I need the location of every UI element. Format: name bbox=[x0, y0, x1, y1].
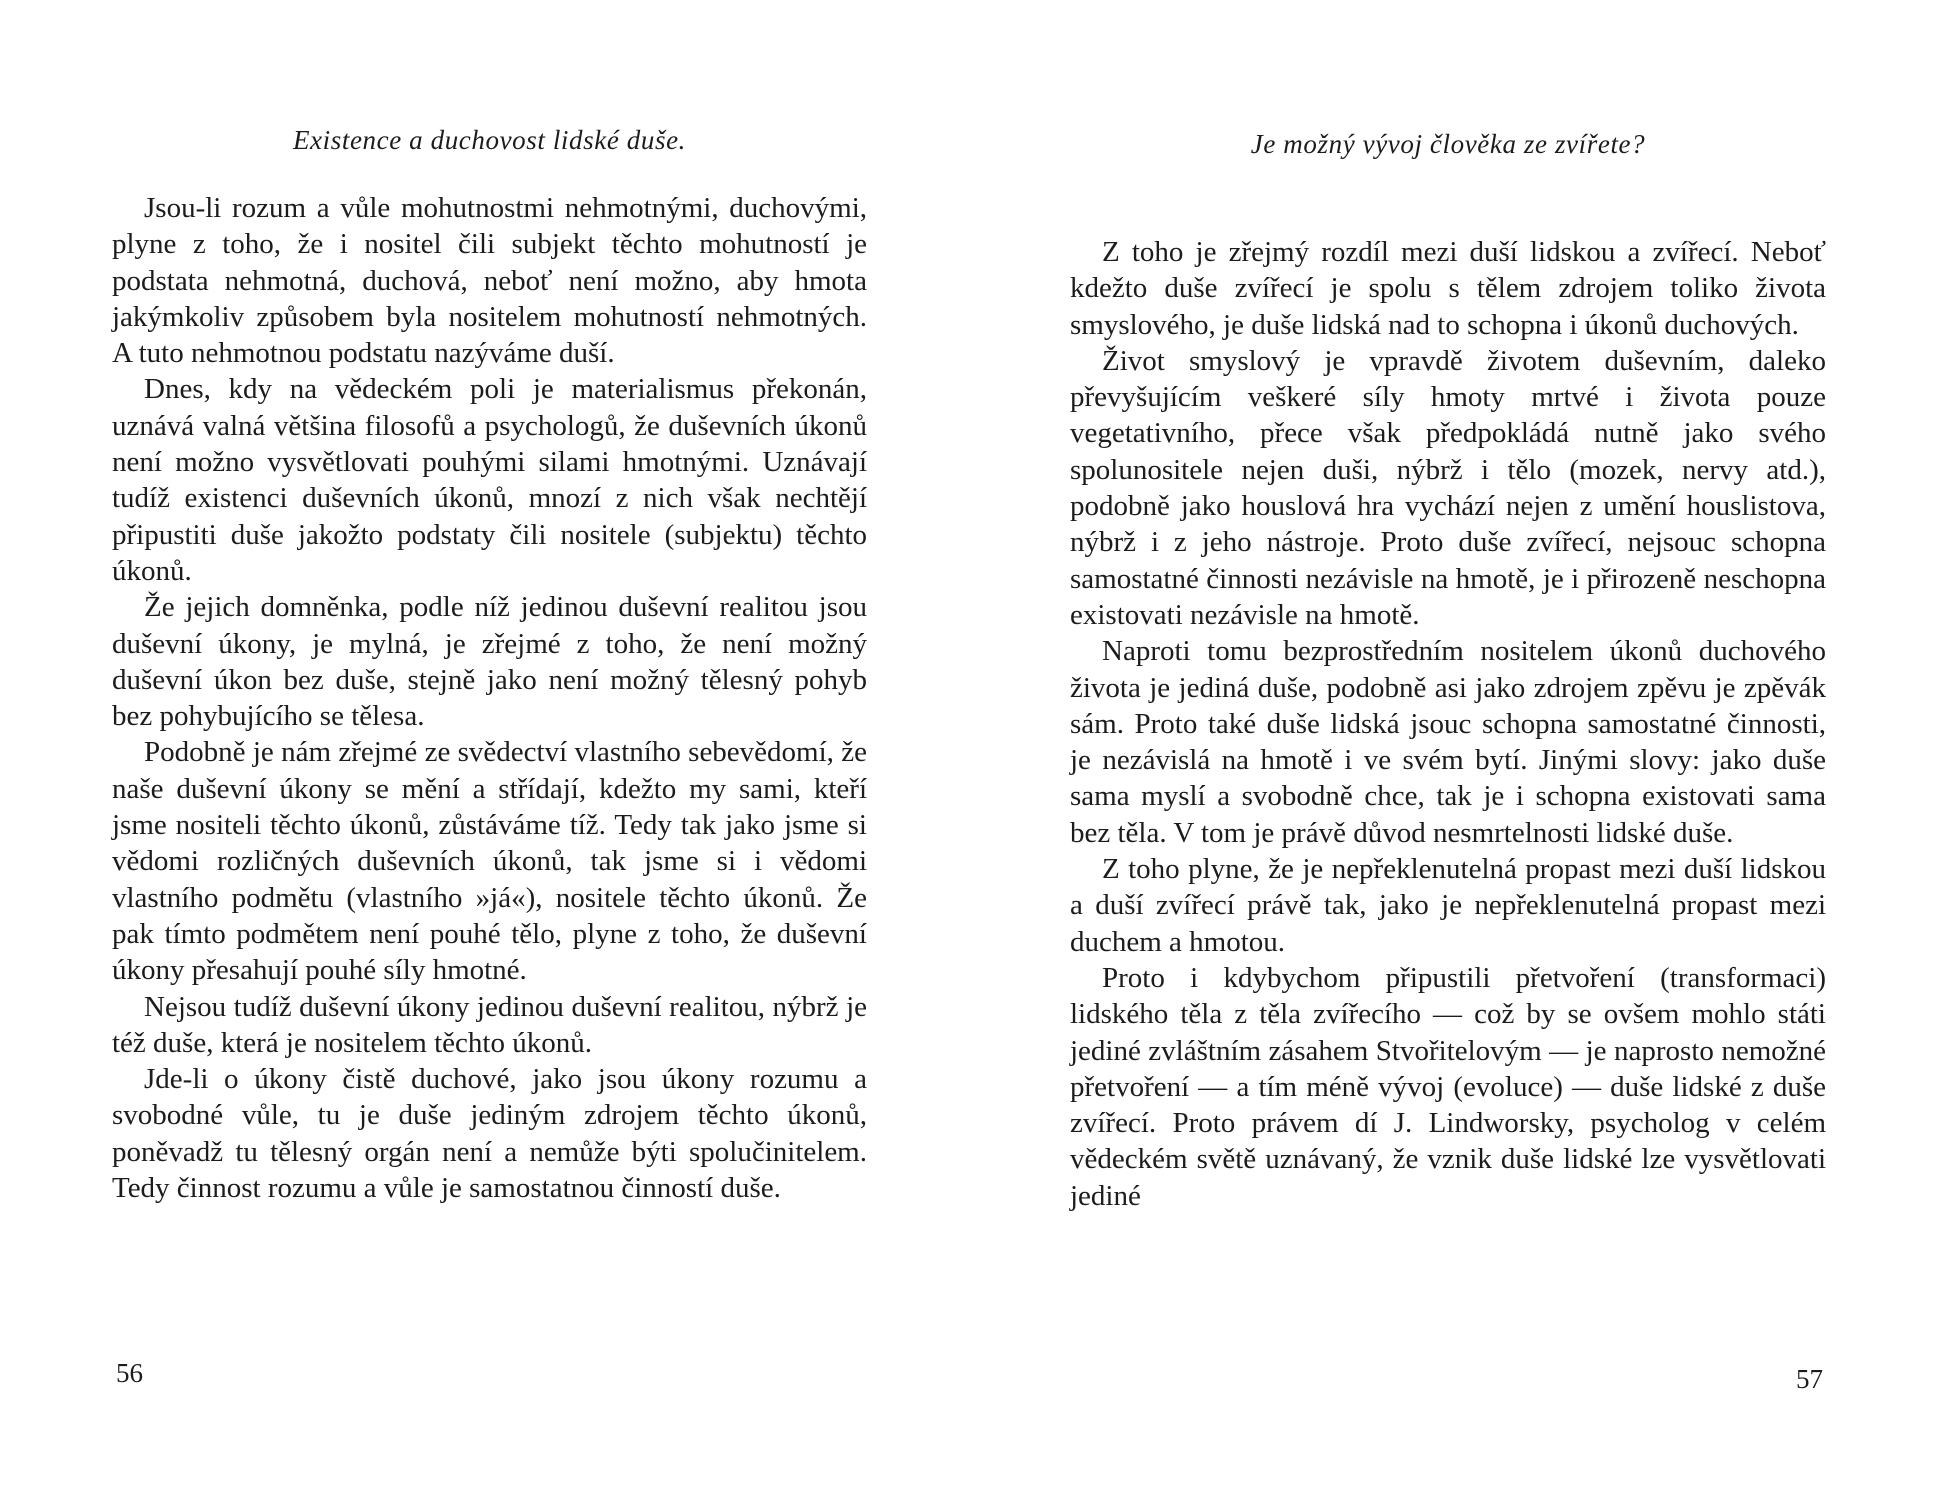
paragraph: Naproti tomu bezprostředním nositelem úkonů duchového života je jediná duše, podobně asi jako zdrojem zpěvu je zpěvák sám. Proto také duše lidská jsouc schopna samostatné činnosti, je nezávislá na hmotě i ve svém bytí. Jinými slovy: jako duše sama myslí a svobodně chce, tak je i schopna existovati sama bez těla. V tom je právě důvod nesmrtelnosti lidské duše. bbox=[1070, 635, 1826, 849]
paragraph: Podobně je nám zřejmé ze svědectví vlastního sebevědomí, že naše duševní úkony se mění a střídají, kdežto my sami, kteří jsme nositeli těchto úkonů, zůstáváme tíž. Tedy tak jako jsme si vědomi rozličných duševních úkonů, tak jsme si i vědomi vlastního podmětu (vlastního »já«), nositele těchto úkonů. Že pak tímto podmětem není pouhé tělo, plyne z toho, že duševní úkony přesahují pouhé síly hmotné. bbox=[112, 736, 867, 987]
paragraph: Jsou-li rozum a vůle mohutnostmi nehmotnými, duchovými, plyne z toho, že i nositel čili subjekt těchto mohutností je podstata nehmotná, duchová, neboť není možno, aby hmota jakýmkoliv způsobem byla nositelem mohutností nehmotných. A tuto nehmotnou podstatu nazýváme duší. bbox=[112, 192, 867, 370]
running-head: Je možný vývoj člověka ze zvířete? bbox=[1250, 129, 1646, 159]
paragraph: Dnes, kdy na vědeckém poli je materialismus překonán, uznává valná většina filosofů a psychologů, že duševních úkonů není možno vysvětlovati pouhými silami hmotnými. Uznávají tudíž existenci duševních úkonů, mnozí z nich však nechtějí připustiti duše jakožto podstaty čili nositele (subjektu) těchto úkonů. bbox=[112, 373, 867, 587]
paragraph: Z toho je zřejmý rozdíl mezi duší lidskou a zvířecí. Neboť kdežto duše zvířecí je spolu s tělem zdrojem toliko života smyslového, je duše lidská nad to schopna i úkonů duchových. bbox=[1070, 236, 1826, 341]
paragraph: Že jejich domněnka, podle níž jedinou duševní realitou jsou duševní úkony, je mylná, je zřejmé z toho, že není možný duševní úkon bez duše, stejně jako není možný tělesný pohyb bez pohybujícího se tělesa. bbox=[112, 591, 867, 733]
page-number: 57 bbox=[1796, 1364, 1823, 1394]
body-text bbox=[1070, 234, 1826, 1214]
paragraph: Nejsou tudíž duševní úkony jedinou duševní realitou, nýbrž je též duše, která je nositelem těchto úkonů. bbox=[112, 990, 867, 1059]
running-head: Existence a duchovost lidské duše. bbox=[292, 125, 687, 155]
page-number: 56 bbox=[116, 1358, 143, 1388]
body-text bbox=[112, 190, 867, 1206]
paragraph: Proto i kdybychom připustili přetvoření (transformaci) lidského těla z těla zvířecího — což by se ovšem mohlo státi jediné zvláštním zásahem Stvořitelovým — je naprosto nemožné přetvoření — a tím méně vývoj (evoluce) — duše lidské z duše zvířecí. Proto právem dí J. Lindworsky, psycholog v celém vědeckém světě uznávaný, že vznik duše lidské lze vysvětlovati jediné bbox=[1070, 961, 1826, 1212]
paragraph: Život smyslový je vpravdě životem duševním, daleko převyšujícím veškeré síly hmoty mrtvé i života pouze vegetativního, přece však předpokládá nutně jako svého spolunositele nejen duši, nýbrž i tělo (mozek, nervy atd.), podobně jako houslová hra vychází nejen z umění houslistova, nýbrž i z jeho nástroje. Proto duše zvířecí, nejsouc schopna samostatné činnosti nezávisle na hmotě, je i přirozeně neschopna existovati nezávisle na hmotě. bbox=[1070, 344, 1826, 631]
right-page bbox=[976, 0, 1952, 1500]
paragraph: Jde-li o úkony čistě duchové, jako jsou úkony rozumu a svobodné vůle, tu je duše jediným zdrojem těchto úkonů, poněvadž tu tělesný orgán není a nemůže býti spolučinitelem. Tedy činnost rozumu a vůle je samostatnou činností duše. bbox=[112, 1063, 867, 1205]
paragraph: Z toho plyne, že je nepřeklenutelná propast mezi duší lidskou a duší zvířecí právě tak, jako je nepřeklenutelná propast mezi duchem a hmotou. bbox=[1070, 853, 1826, 958]
